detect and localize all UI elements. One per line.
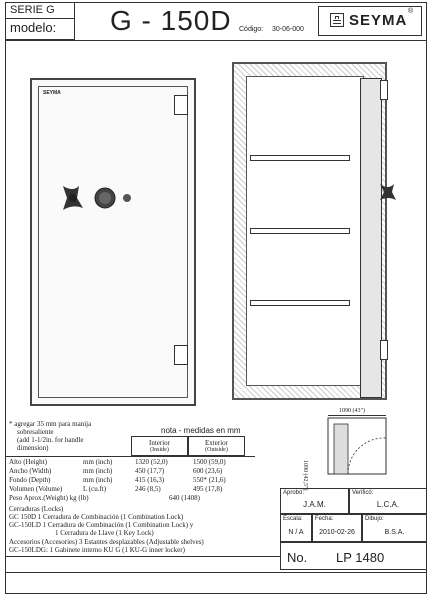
top-hinge — [174, 95, 188, 115]
spec-row: Alto (Height) mm (inch) 1320 (52,0) 1500 (59,0) — [9, 458, 226, 466]
modelo-label: modelo: — [10, 20, 57, 35]
footer-line — [5, 556, 280, 557]
door-profile — [360, 78, 382, 398]
bottom-border-line — [5, 572, 427, 573]
fecha-cell: Fecha: 2010-02-26 — [312, 514, 362, 542]
spec-row: Volumen (Volume) L (cu.ft) 246 (8,5) 495 (17,8) — [9, 485, 223, 493]
side-hinge-top — [380, 80, 388, 100]
side-handle-icon — [378, 180, 398, 204]
front-view-safe — [30, 78, 196, 406]
shelf-1 — [250, 155, 350, 161]
plan-view-drawing — [326, 416, 392, 478]
dibujo-cell: Dibujo: B.S.A. — [362, 514, 427, 542]
bottom-hinge — [174, 345, 188, 365]
accessories-line: GC-150LDG: 1 Gabinete interno KU G (1 KU-G inner locker) — [9, 546, 185, 554]
spec-row: Ancho (Width) mm (inch) 450 (17,7) 600 (23,6) — [9, 467, 223, 475]
lock-line-2: GC-150LD 1 Cerradura de Combinación (1 Combination Lock) y — [9, 521, 194, 529]
specs-divider — [5, 456, 255, 457]
accessories-title: Accesorios (Accesories) 3 Estantes desplazables (Adjustable shelves) — [9, 538, 204, 546]
lock-line-1: GC 150D 1 Cerradura de Combinación (1 Combination Lock) — [9, 513, 184, 521]
handle-note: * agregar 35 mm para manija sobresaliente (add 1-1/2in. for handle dimension) — [9, 420, 92, 452]
header-bottom-line — [5, 40, 427, 41]
brand-name: SEYMA — [349, 12, 408, 29]
verifico-cell: Verificó: L.C.A. — [349, 488, 427, 514]
brand-registered: ® — [408, 8, 414, 15]
codigo-label: Código: — [239, 26, 264, 33]
header-separator — [5, 18, 75, 19]
specs-caption: nota - medidas en mm — [161, 426, 241, 435]
plan-height-label: 1090 (42,5") — [302, 460, 308, 491]
brand-logo-icon — [330, 13, 344, 27]
aprobo-cell: Aprobó: J.A.M. — [280, 488, 349, 514]
serie-label: SERIE G — [10, 4, 55, 16]
codigo-value: 30-06-000 — [272, 26, 304, 33]
weight-row: Peso Aprox.(Weight) kg (lb) 640 (1408) — [9, 494, 200, 502]
escala-cell: Escala: N / A — [280, 514, 312, 542]
door-brand-label: SEYMA — [43, 90, 61, 96]
spec-row: Fondo (Depth) mm (inch) 415 (16,3) 550* (21,6) — [9, 476, 226, 484]
locks-title: Cerraduras (Locks) — [9, 505, 64, 513]
shelf-2 — [250, 228, 350, 234]
number-cell: No. LP 1480 — [280, 542, 427, 570]
lock-line-3: 1 Cerradura de Llave (1 Key Lock) — [55, 529, 154, 537]
plan-width-label: 1090 (43") — [339, 408, 365, 414]
model-name: G - 150D — [110, 5, 232, 36]
shelf-3 — [250, 300, 350, 306]
exterior-header: Exterior (Outside) — [188, 436, 245, 456]
handle-and-dial — [55, 178, 145, 218]
interior-header: Interior (Inside) — [131, 436, 188, 456]
side-hinge-bottom — [380, 340, 388, 360]
